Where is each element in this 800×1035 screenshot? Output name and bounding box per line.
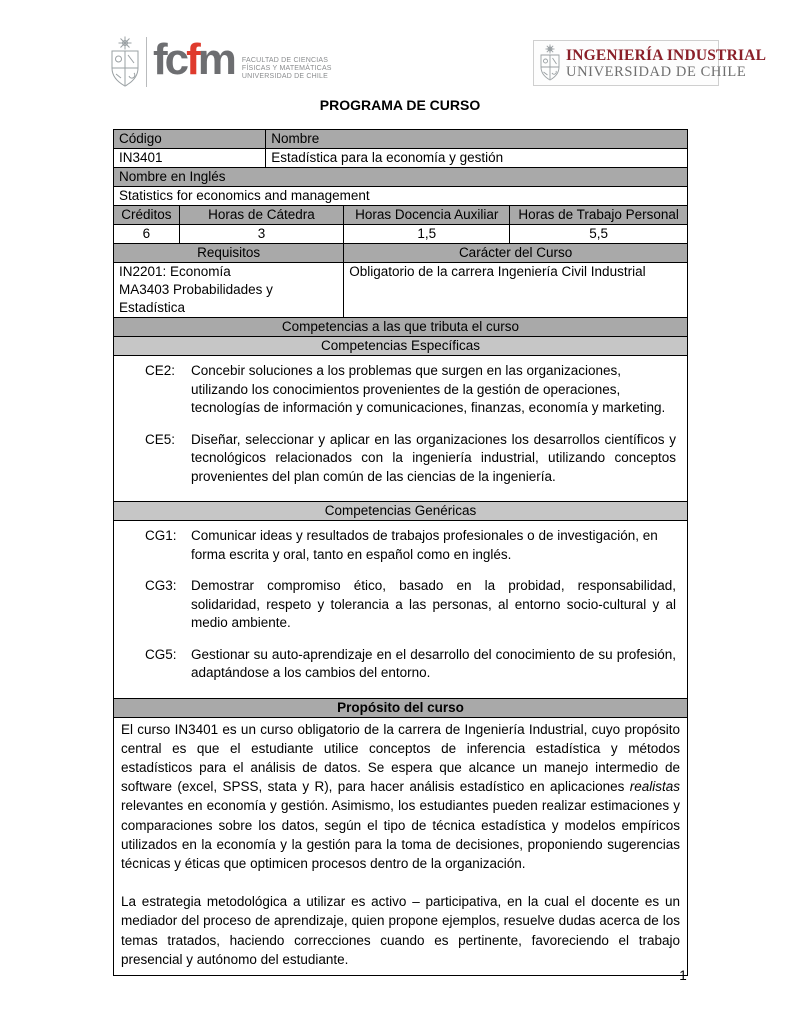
course-program-table: [113, 129, 688, 976]
caracter-header-cell: Carácter del Curso: [343, 244, 687, 262]
table-row-code-name-values: [114, 148, 687, 167]
table-row-hours-values: [114, 224, 687, 243]
logo-divider: [146, 37, 147, 87]
fcfm-logo: [108, 36, 332, 88]
competencia-item: [114, 527, 687, 564]
competencia-text: Concebir soluciones a los problemas que surgen en las organizaciones, utilizando los conocimientos provenientes de la gestión de operaciones, tecnologías de información y comunicaciones, finanzas, economía y marketing.: [191, 363, 666, 415]
competencia-item: [114, 646, 687, 683]
horas-trabajo-value-cell: 5,5: [509, 225, 687, 243]
requisito-item: MA3403 Probabilidades y Estadística: [119, 282, 273, 315]
competencias-especificas-content: [114, 356, 687, 501]
fcfm-caption: [242, 57, 332, 81]
section-header-competencias-genericas: [114, 501, 687, 520]
competencia-item: [114, 362, 687, 418]
competencia-text: Gestionar su auto-aprendizaje en el desarrollo del conocimiento de su profesión, adaptándose a los cambios del entorno.: [191, 646, 676, 680]
industrial-engineering-logo-text: [566, 47, 766, 80]
fcfm-caption-line1: FACULTAD DE CIENCIAS: [241, 57, 329, 64]
proposito-title: Propósito del curso: [114, 699, 687, 717]
fcfm-caption-line2: FÍSICAS Y MATEMÁTICAS: [241, 65, 332, 72]
university-crest-icon: [108, 36, 142, 88]
fcfm-wordmark-right: m: [197, 35, 234, 84]
industrial-engineering-logo: [533, 40, 767, 86]
section-header-proposito: [114, 698, 687, 717]
horas-docencia-value-cell: 1,5: [343, 225, 509, 243]
codigo-header-cell: Código: [114, 130, 265, 148]
competencias-especificas-block: [114, 355, 687, 501]
competencias-especificas-title: Competencias Específicas: [114, 337, 687, 355]
table-row-code-name-header: [114, 130, 687, 148]
university-name: UNIVERSIDAD DE CHILE: [566, 63, 747, 80]
competencias-genericas-title: Competencias Genéricas: [114, 502, 687, 520]
table-row-requisitos-values: [114, 262, 687, 317]
competencia-text: Comunicar ideas y resultados de trabajos profesionales o de investigación, en forma escrita y oral, tanto en español como en inglés.: [191, 528, 658, 562]
competencia-code: CE5:: [145, 431, 176, 447]
nombre-value-cell: Estadística para la economía y gestión: [265, 149, 687, 167]
page-number: 1: [679, 968, 687, 983]
horas-trabajo-header-cell: Horas de Trabajo Personal: [509, 206, 687, 224]
fcfm-wordmark: [153, 35, 234, 84]
proposito-p1-text: El curso IN3401 es un curso obligatorio de la carrera de Ingeniería Industrial, cuyo propósito central es que el estudiante utilice conceptos de inferencia estadística y métodos estadísticos para el análisis de datos. Se espera que alcance un manejo intermedio de software (excel, SPSS, stata y R), para hacer análisis estadístico en aplicaciones: [121, 721, 680, 795]
fcfm-wordmark-accent: f: [186, 35, 198, 84]
proposito-block: [114, 717, 687, 975]
codigo-value-cell: IN3401: [119, 150, 163, 165]
creditos-value-cell: 6: [142, 226, 151, 241]
horas-catedra-header-cell: Horas de Cátedra: [179, 206, 343, 224]
competencia-text: Demostrar compromiso ético, basado en la probidad, responsabilidad, solidaridad, respeto y tolerancia a las personas, al entorno socio-cultural y al medio ambiente.: [191, 578, 676, 630]
fcfm-wordmark-left: fc: [153, 35, 187, 84]
proposito-paragraph-1: [121, 720, 680, 874]
fcfm-caption-line3: UNIVERSIDAD DE CHILE: [241, 73, 328, 80]
requisitos-header-cell: Requisitos: [114, 244, 343, 262]
table-row-english-name-header: [114, 167, 687, 186]
proposito-p1-italic: realistas: [629, 779, 680, 795]
document-header: [0, 0, 800, 100]
horas-docencia-header-cell: Horas Docencia Auxiliar: [343, 206, 509, 224]
nombre-header-cell: Nombre: [265, 130, 687, 148]
competencia-code: CG1:: [145, 528, 177, 543]
competencia-code: CE2:: [145, 363, 176, 378]
competencias-genericas-block: [114, 520, 687, 698]
industrial-engineering-title: INGENIERÍA INDUSTRIAL: [566, 46, 767, 64]
section-header-competencias: [114, 317, 687, 336]
proposito-paragraph-2: La estrategia metodológica a utilizar es activo – participativa, en la cual el docente es un mediador del proceso de aprendizaje, quien propone ejemplos, resuelve dudas acerca de los temas tratados, haciendo correcciones cuando es pertinente, favoreciendo el trabajo presencial y autónomo del estudiante.: [121, 894, 680, 967]
university-crest-icon: [538, 44, 562, 82]
proposito-content: [114, 718, 687, 975]
creditos-header-cell: Créditos: [114, 206, 179, 224]
caracter-value-cell: Obligatorio de la carrera Ingeniería Civil Industrial: [343, 263, 687, 317]
table-row-english-name-value: [114, 186, 687, 205]
horas-catedra-value-cell: 3: [179, 225, 343, 243]
competencia-text: Diseñar, seleccionar y aplicar en las organizaciones los desarrollos científicos y tecnológicos relacionados con la ingeniería industrial, utilizando conceptos provenientes del plan común de las ciencias de la ingeniería.: [191, 431, 676, 484]
competencia-item: [114, 431, 687, 487]
competencia-code: CG3:: [145, 578, 177, 593]
table-row-requisitos-header: [114, 243, 687, 262]
nombre-ingles-value-cell: Statistics for economics and management: [119, 188, 370, 203]
table-row-hours-header: [114, 205, 687, 224]
proposito-p1-text: relevantes en economía y gestión. Asimismo, los estudiantes pueden realizar estimaciones y comparaciones sobre los datos, según el tipo de técnica estadística y modelos empíricos utilizados en la economía y la gestión para la toma de decisiones, proponiendo sugerencias técnicas y éticas que optimicen procesos dentro de la organización.: [121, 798, 680, 871]
competencias-genericas-content: [114, 521, 687, 698]
page-title: PROGRAMA DE CURSO: [319, 97, 481, 113]
section-header-competencias-especificas: [114, 336, 687, 355]
competencia-item: [114, 577, 687, 633]
requisitos-value-cell: [114, 263, 343, 317]
nombre-ingles-header-cell: Nombre en Inglés: [114, 168, 687, 186]
competencias-section-title: Competencias a las que tributa el curso: [114, 318, 687, 336]
requisito-item: IN2201: Economía: [119, 264, 231, 279]
competencia-code: CG5:: [145, 646, 177, 662]
